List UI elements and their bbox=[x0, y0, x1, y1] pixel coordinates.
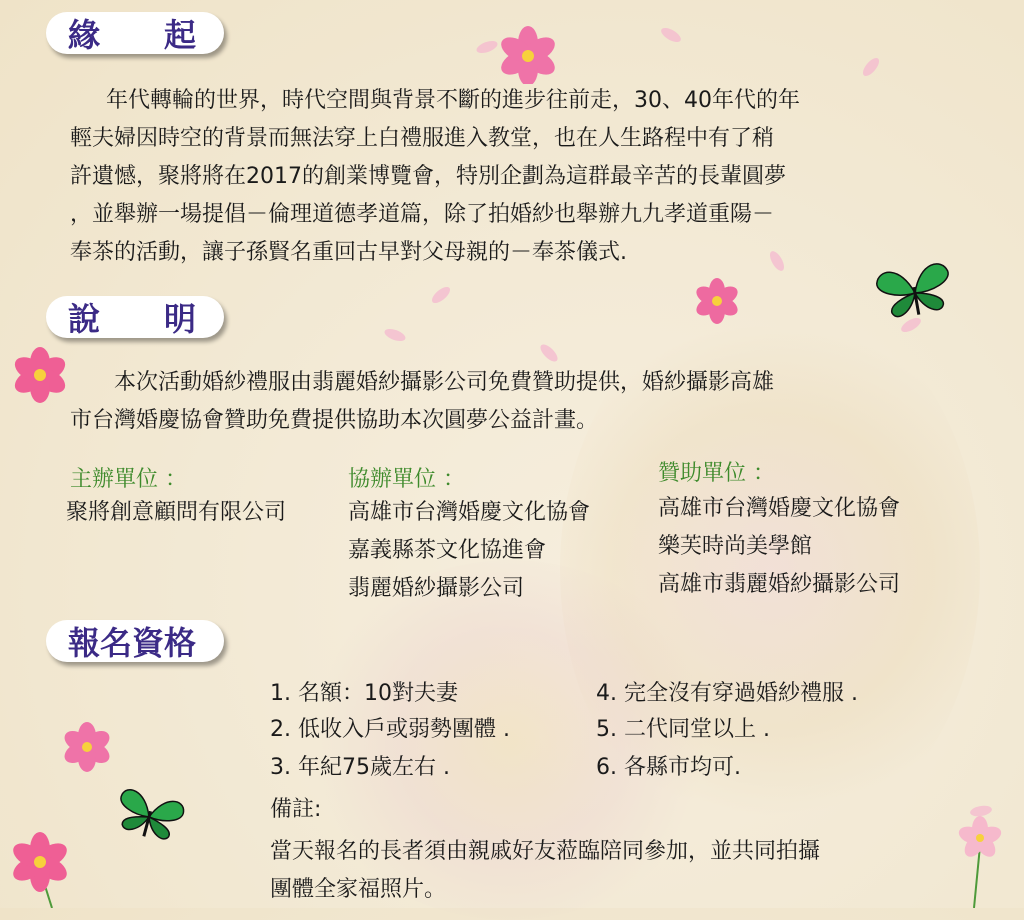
coorganizer-name: 翡麗婚紗攝影公司 bbox=[348, 576, 525, 601]
coorganizer-name: 嘉義縣茶文化協進會 bbox=[348, 538, 547, 563]
paragraph-line: 輕夫婦因時空的背景而無法穿上白禮服進入教堂，也在人生路程中有了稍 bbox=[70, 126, 775, 151]
eligibility-item: 4. 完全沒有穿過婚紗禮服 . bbox=[596, 681, 858, 706]
cosmos-flower-icon bbox=[8, 346, 72, 404]
paragraph-line: 許遺憾，聚將將在2017的創業博覽會，特別企劃為這群最辛苦的長輩圓夢 bbox=[70, 164, 786, 189]
sponsor-name: 高雄市台灣婚慶文化協會 bbox=[658, 496, 901, 521]
butterfly-icon bbox=[112, 780, 186, 854]
eligibility-item: 5. 二代同堂以上 . bbox=[596, 717, 770, 742]
petal-decoration bbox=[659, 25, 683, 45]
eligibility-item: 6. 各縣市均可. bbox=[596, 755, 741, 780]
cosmos-flower-icon bbox=[58, 722, 116, 772]
sponsor-name: 樂芙時尚美學館 bbox=[658, 534, 813, 559]
sponsor-name: 高雄市翡麗婚紗攝影公司 bbox=[658, 572, 901, 597]
petal-decoration bbox=[383, 327, 407, 344]
coorganizer-label: 協辦單位 ： bbox=[348, 467, 465, 492]
section-title-text: 報名資格 bbox=[68, 624, 197, 662]
organizer-list bbox=[66, 494, 286, 532]
note-line: 團體全家福照片。 bbox=[270, 877, 447, 902]
cosmos-flower-icon bbox=[494, 26, 562, 84]
petal-decoration bbox=[860, 55, 882, 78]
coorganizer-list bbox=[348, 494, 590, 608]
paragraph-line: 奉茶的活動，讓子孫賢名重回古早對父母親的－奉茶儀式. bbox=[70, 240, 627, 265]
note-label: 備註: bbox=[270, 797, 322, 822]
paragraph-line: 市台灣婚慶協會贊助免費提供協助本次圓夢公益計畫。 bbox=[70, 408, 599, 433]
section-title-text: 說 明 bbox=[68, 300, 197, 338]
petal-decoration bbox=[538, 342, 561, 365]
eligibility-item: 2. 低收入戶或弱勢團體 . bbox=[270, 717, 510, 742]
sponsor-label: 贊助單位 ： bbox=[658, 461, 775, 486]
paragraph-line: 本次活動婚紗禮服由翡麗婚紗攝影公司免費贊助提供，婚紗攝影高雄 bbox=[70, 370, 775, 395]
eligibility-item: 1. 名額：10對夫妻 bbox=[270, 681, 458, 706]
section-title-description bbox=[46, 296, 224, 338]
description-paragraph bbox=[70, 364, 970, 440]
paragraph-line: ，並舉辦一場提倡－倫理道德孝道篇，除了拍婚紗也舉辦九九孝道重陽－ bbox=[70, 202, 775, 227]
cosmos-flower-icon bbox=[690, 276, 744, 326]
origin-paragraph bbox=[70, 82, 970, 272]
section-title-origin bbox=[46, 12, 224, 54]
petal-decoration bbox=[429, 284, 452, 306]
note-line: 當天報名的長者須由親戚好友蒞臨陪同參加，並共同拍攝 bbox=[270, 839, 821, 864]
cosmos-flower-icon bbox=[950, 816, 1010, 908]
paragraph-line: 年代轉輪的世界，時代空間與背景不斷的進步往前走，30、40年代的年 bbox=[84, 88, 800, 113]
organizer-name: 聚將創意顧問有限公司 bbox=[66, 500, 287, 525]
section-title-text: 緣 起 bbox=[68, 16, 197, 54]
eligibility-item: 3. 年紀75歲左右 . bbox=[270, 755, 450, 780]
section-title-eligibility bbox=[46, 620, 224, 662]
coorganizer-name: 高雄市台灣婚慶文化協會 bbox=[348, 500, 591, 525]
organizer-label: 主辦單位 ： bbox=[70, 467, 187, 492]
cosmos-flower-icon bbox=[6, 830, 76, 908]
sponsor-list bbox=[658, 490, 900, 604]
